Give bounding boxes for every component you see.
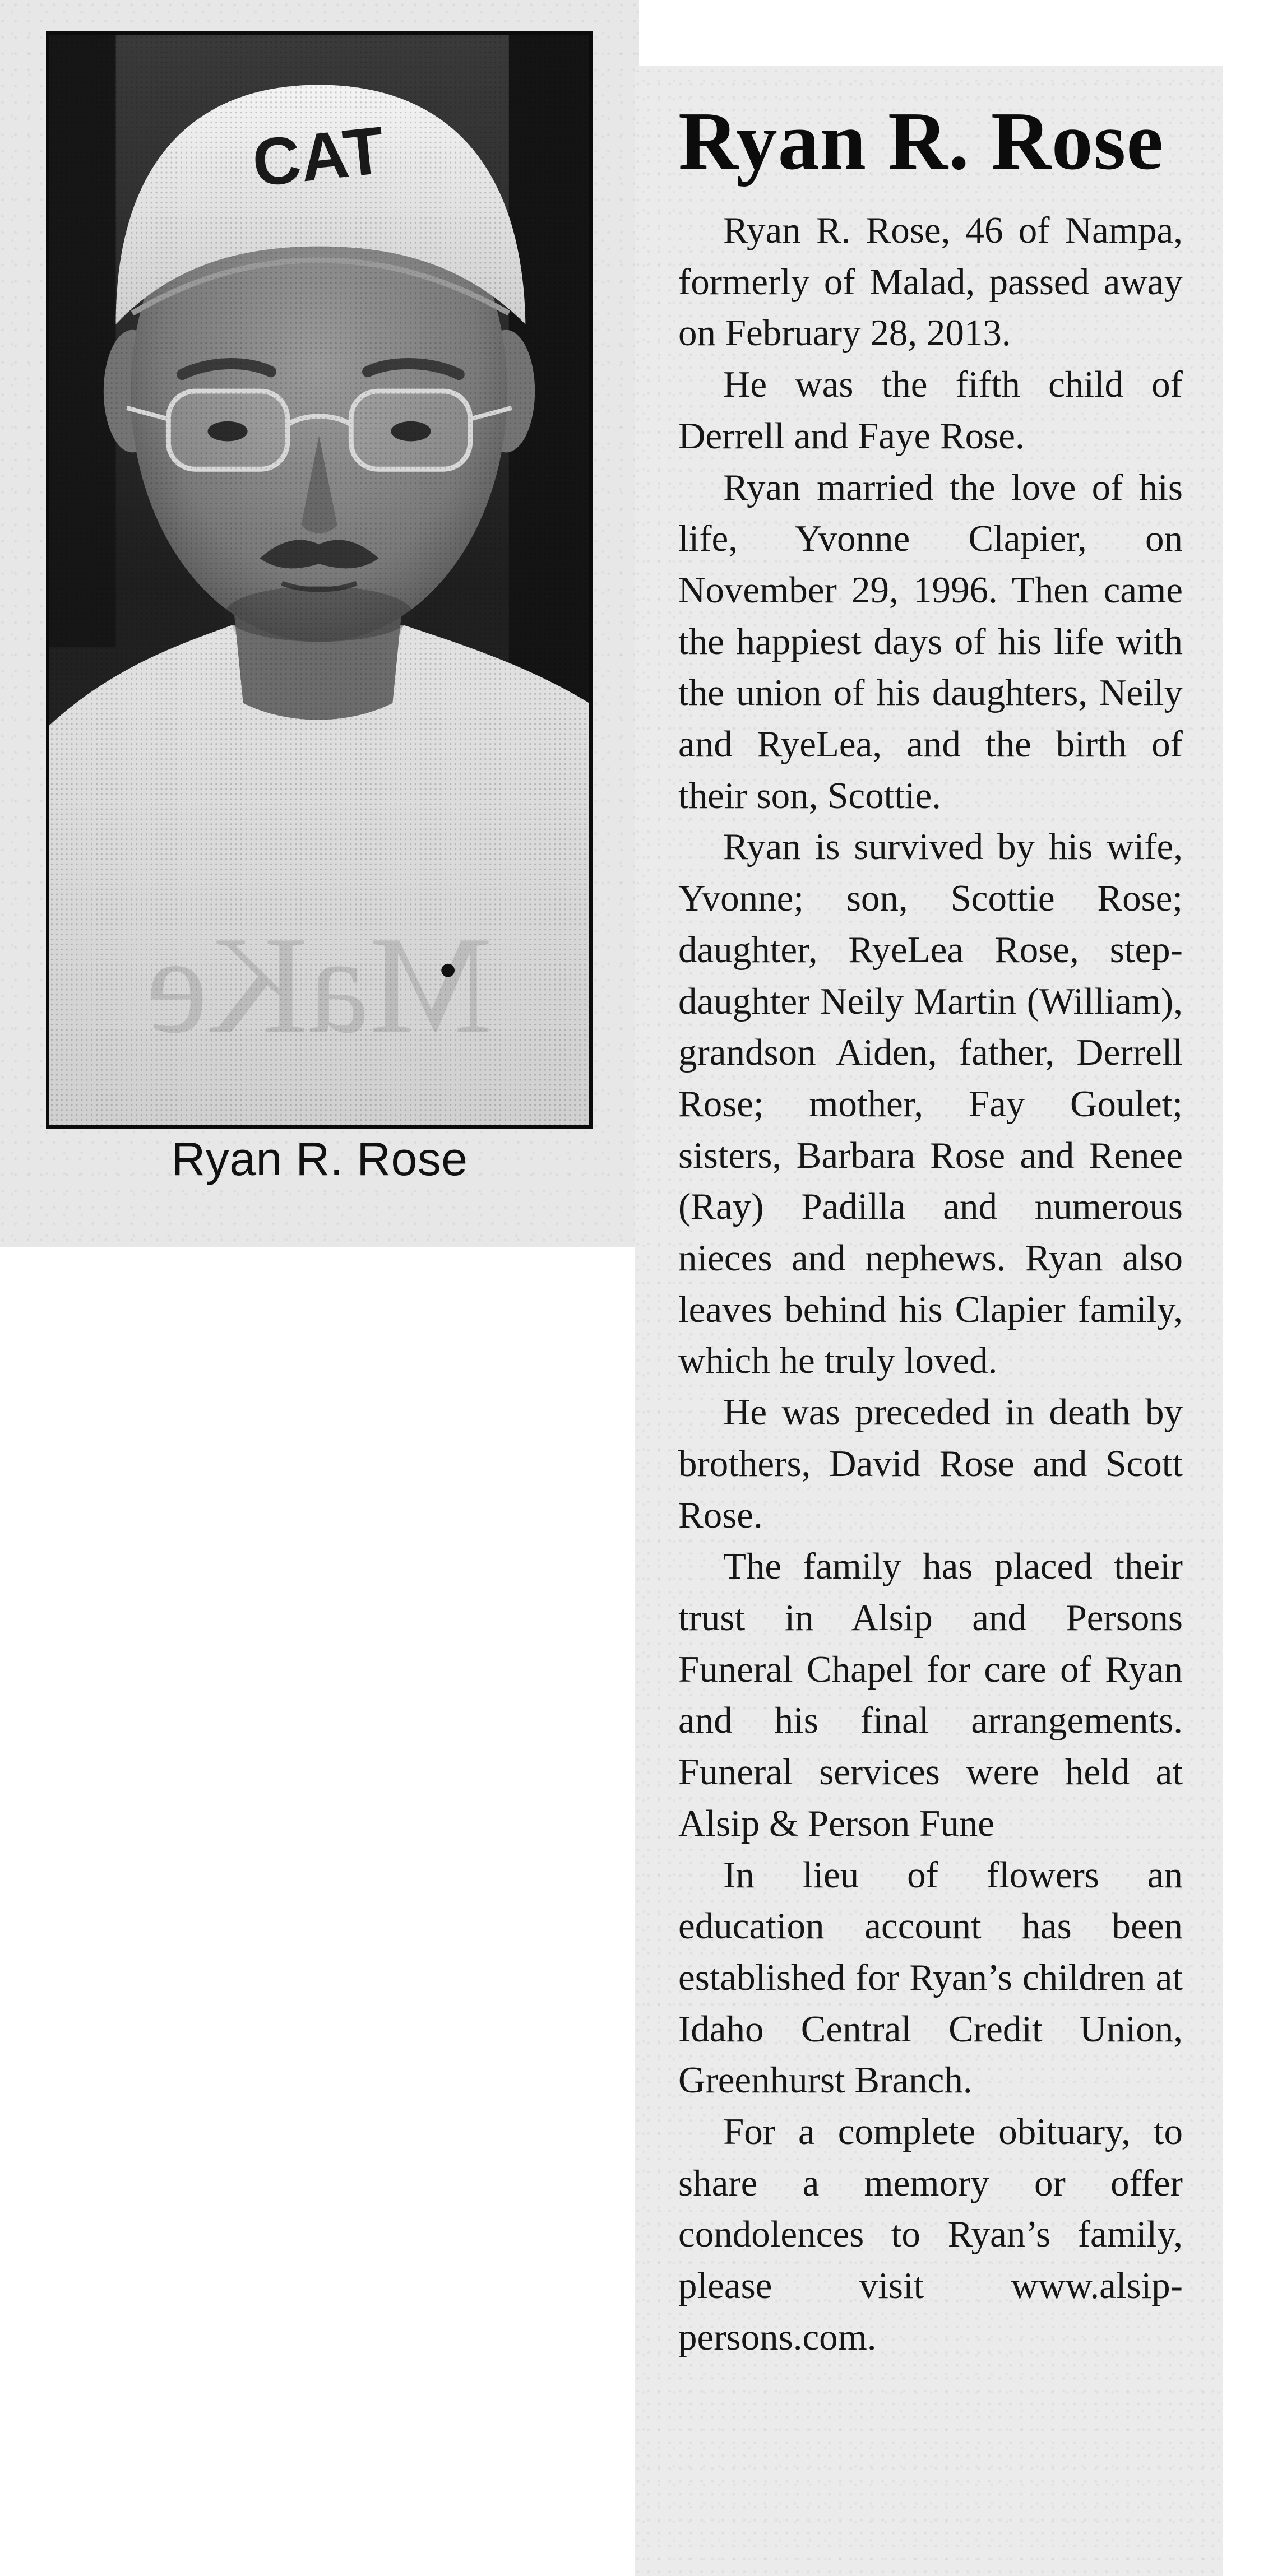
obituary-title: Ryan R. Rose [678, 95, 1164, 187]
obituary-paragraph: The family has placed their trust in Alsip and Persons Funeral Chapel for care of Ryan and his final arrangements. Funeral services were held at Alsip & Person Fune [678, 1545, 1183, 1844]
obituary-body [678, 205, 1183, 2364]
photo-caption: Ryan R. Rose [171, 1132, 468, 1185]
obituary-clipping [635, 66, 1223, 2576]
obituary-paragraph: For a complete obituary, to share a memory or offer condolences to Ryan’s family, please visit www.alsip-persons.com. [678, 2111, 1183, 2358]
obituary-paragraph: He was the fifth child of Derrell and Faye Rose. [678, 364, 1183, 457]
obituary-paragraph: Ryan R. Rose, 46 of Nampa, formerly of Malad, passed away on February 28, 2013. [678, 210, 1183, 354]
obituary-paragraph: In lieu of flowers an education account has been established for Ryan’s children at Idaho Central Credit Union, Greenhurst Branch. [678, 1854, 1183, 2101]
portrait-illustration [49, 35, 589, 1125]
portrait-photo [46, 31, 593, 1129]
obituary-paragraph: Ryan married the love of his life, Yvonne Clapier, on November 29, 1996. Then came the happiest days of his life with the union of his daughters, Neily and RyeLea, and the birth of their son, Scottie. [678, 466, 1183, 816]
photo-clipping [0, 0, 639, 1247]
obituary-paragraph: He was preceded in death by brothers, David Rose and Scott Rose. [678, 1391, 1183, 1536]
obituary-paragraph: Ryan is survived by his wife, Yvonne; son, Scottie Rose; daughter, RyeLea Rose, step-daughter Neily Martin (William), grandson Aiden, father, Derrell Rose; mother, Fay Goulet; sisters, Barbara Rose and Renee (Ray) Padilla and numerous nieces and nephews. Ryan also leaves behind his Clapier family, which he truly loved. [678, 826, 1183, 1382]
